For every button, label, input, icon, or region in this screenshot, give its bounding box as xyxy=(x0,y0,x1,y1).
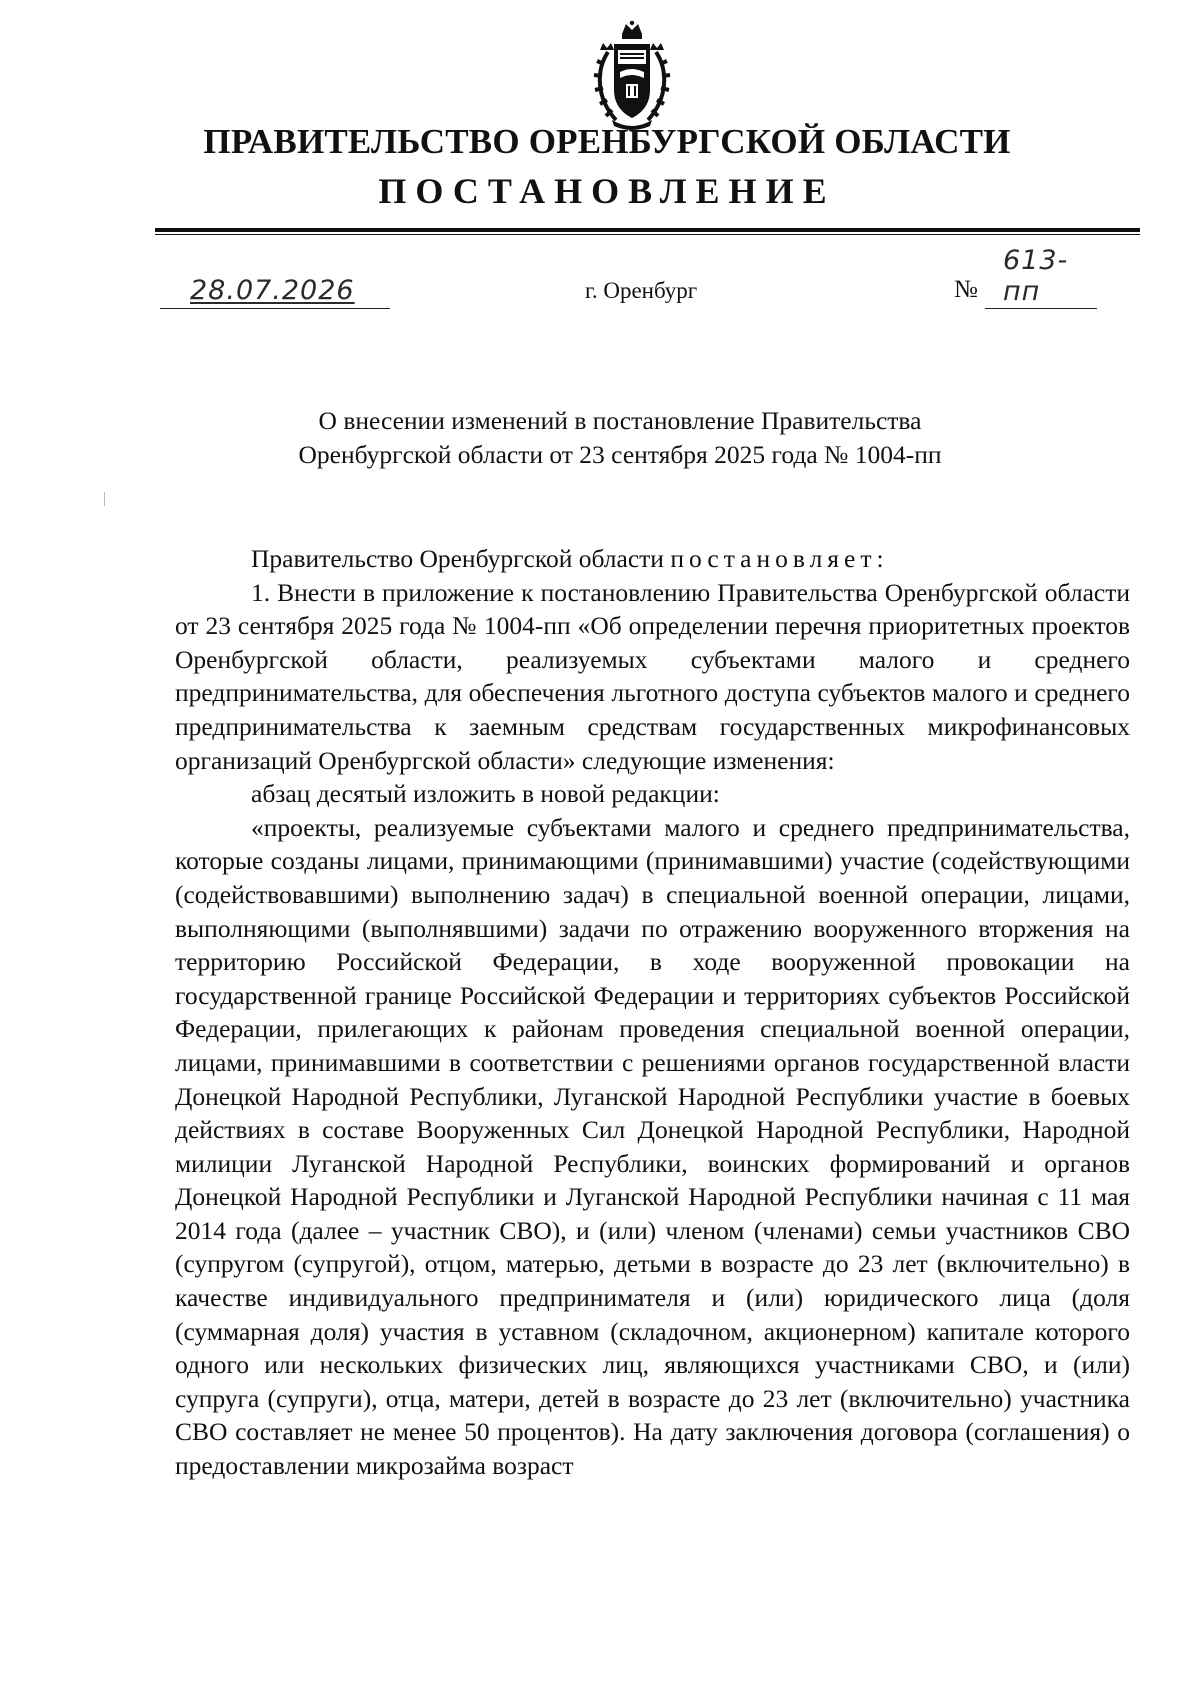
document-body xyxy=(175,542,1130,1483)
new-text-paragraph: «проекты, реализуемые субъектами малого и среднего предпринимательства, которые созданы лицами, принимающими (принимавшими) участие (содействующими (содействовавшими) выполнению задач) в специальной военной операции, лицами, выполняющими (выполнявшими) задачи по отражению вооруженного вторжения на территорию Российской Федерации, в ходе вооруженной провокации на государственной границе Российской Федерации и территориях субъектов Российской Федерации, прилегающих к районам проведения специальной военной операции, лицами, принимавшими в соответствии с решениями органов государственной власти Донецкой Народной Республики, Луганской Народной Республики участие в боевых действиях в составе Вооруженных Сил Донецкой Народной Республики, Народной милиции Луганской Народной Республики, воинских формирований и органов Донецкой Народной Республики и Луганской Народной Республики начиная с 11 мая 2014 года (далее – участник СВО), и (или) членом (членами) семьи участников СВО (супругом (супругой), отцом, матерью, детьми в возрасте до 23 лет (включительно) в качестве индивидуального предпринимателя и (или) юридического лица (доля (суммарная доля) участия в уставном (складочном, акционерном) капитале которого одного или нескольких физических лиц, являющихся участниками СВО, и (или) супруга (супруги), отца, матери, детей в возрасте до 23 лет (включительно) участника СВО составляет не менее 50 процентов). На дату заключения договора (соглашения) о предоставлении микрозайма возраст xyxy=(175,812,1130,1481)
preamble-paragraph xyxy=(175,542,1130,576)
preamble-verb: постановляет: xyxy=(670,544,889,573)
margin-mark xyxy=(104,492,105,506)
preamble-text: Правительство Оренбургской области xyxy=(251,544,664,573)
instruction-paragraph: абзац десятый изложить в новой редакции: xyxy=(251,779,720,809)
number-field xyxy=(985,245,1097,309)
subject-line-2: Оренбургской области от 23 сентября 2025 года № 1004-пп xyxy=(298,440,942,469)
date-field xyxy=(160,274,390,309)
document-city: г. Оренбург xyxy=(585,278,698,303)
organization-title: ПРАВИТЕЛЬСТВО ОРЕНБУРГСКОЙ ОБЛАСТИ xyxy=(203,122,1011,161)
coat-of-arms-emblem xyxy=(582,20,682,132)
subject-line-1: О внесении изменений в постановление Правительства xyxy=(318,406,922,435)
item-1-paragraph: 1. Внести в приложение к постановлению Правительства Оренбургской области от 23 сентября 2025 года № 1004-пп «Об определении перечня приоритетных проектов Оренбургской области, реализуемых субъектами малого и среднего предпринимательства, для обеспечения льготного доступа субъектов малого и среднего предпринимательства к заемным средствам государственных микрофинансовых организаций Оренбургской области» следующие изменения: xyxy=(175,577,1130,775)
header-rule-thin xyxy=(155,234,1140,235)
document-number: 613-пп xyxy=(1003,245,1069,307)
header-rule-thick xyxy=(155,228,1140,232)
document-subject xyxy=(0,404,1200,472)
document-type-heading: ПОСТАНОВЛЕНИЕ xyxy=(378,171,836,211)
document-date: 28.07.2026 xyxy=(190,275,355,306)
number-label: № xyxy=(954,276,978,303)
